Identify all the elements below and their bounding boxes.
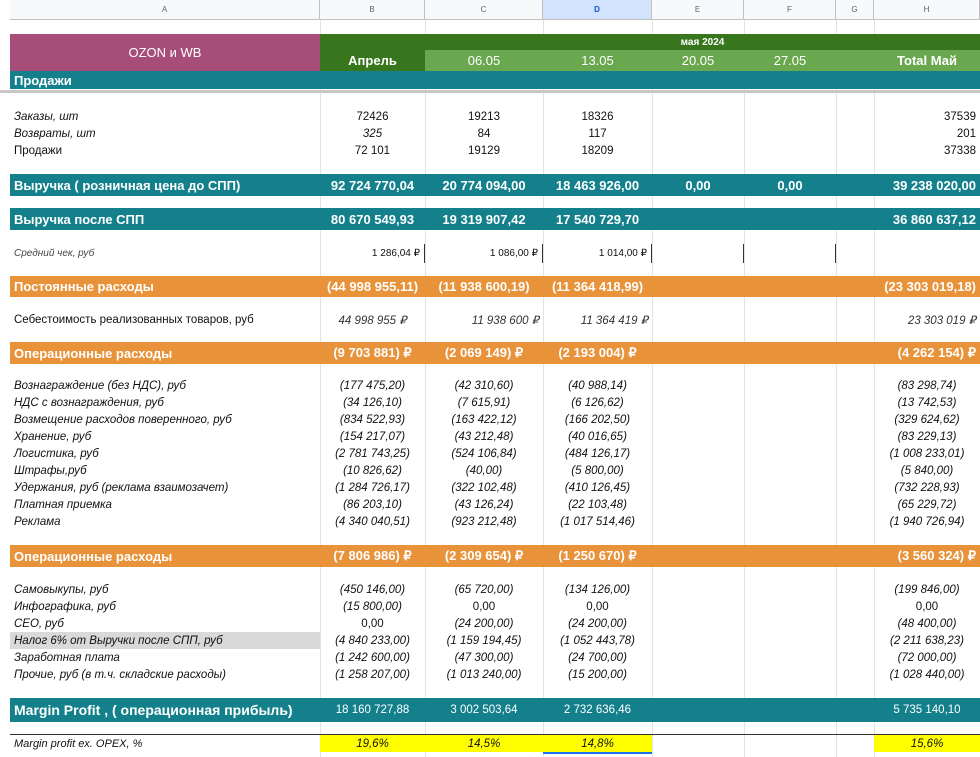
column-header-d[interactable]: D bbox=[543, 0, 652, 20]
header-week-1305[interactable]: 13.05 bbox=[543, 50, 652, 71]
opex2-row-1305[interactable]: (15 200,00) bbox=[568, 668, 627, 681]
opex2-row-april[interactable]: 0,00 bbox=[361, 617, 384, 630]
opex2-row-1305[interactable]: 0,00 bbox=[586, 600, 609, 613]
row-orders-0605[interactable]: 19213 bbox=[468, 110, 500, 123]
fixed-1305[interactable]: (11 364 418,99) bbox=[551, 279, 644, 294]
column-header-g[interactable]: G bbox=[836, 0, 874, 20]
margin-pct-0605[interactable]: 14,5% bbox=[425, 735, 543, 752]
row-sales-1305[interactable]: 18209 bbox=[581, 144, 614, 157]
row-sales-total[interactable]: 37338 bbox=[944, 144, 976, 157]
opex2-row-april[interactable]: (15 800,00) bbox=[343, 600, 402, 613]
header-total[interactable]: Total Май bbox=[874, 50, 980, 71]
opex1-row-april[interactable]: (177 475,20) bbox=[339, 379, 406, 392]
row-sales-april[interactable]: 72 101 bbox=[354, 144, 391, 157]
opex1-row-total[interactable]: (1 008 233,01) bbox=[889, 447, 965, 460]
opex2-row-total[interactable]: (1 028 440,00) bbox=[889, 668, 965, 681]
opex1-label[interactable]: Операционные расходы bbox=[14, 345, 173, 361]
opex1-row-0605[interactable]: (7 615,91) bbox=[457, 396, 511, 409]
opex1-row-0605[interactable]: (40,00) bbox=[465, 464, 503, 477]
opex1-row-label[interactable]: Реклама bbox=[14, 515, 61, 528]
revenue-1305[interactable]: 18 463 926,00 bbox=[555, 177, 640, 193]
opex1-row-april[interactable]: (10 826,62) bbox=[343, 464, 402, 477]
header-may-label[interactable]: мая 2024 bbox=[425, 34, 980, 50]
opex1-row-total[interactable]: (732 228,93) bbox=[894, 481, 960, 494]
fixed-total[interactable]: (23 303 019,18) bbox=[884, 279, 976, 294]
opex1-row-label[interactable]: Удержания, руб (реклама взаимозачет) bbox=[14, 481, 229, 494]
opex2-row-1305[interactable]: (1 052 443,78) bbox=[560, 634, 635, 647]
opex1-row-april[interactable]: (154 217,07) bbox=[339, 430, 406, 443]
header-week-2005[interactable]: 20.05 bbox=[652, 50, 744, 71]
opex1-row-total[interactable]: (65 229,72) bbox=[897, 498, 957, 511]
opex2-row-1305[interactable]: (24 700,00) bbox=[568, 651, 627, 664]
opex1-row-label[interactable]: Вознаграждение (без НДС), руб bbox=[14, 379, 186, 392]
opex1-row-total[interactable]: (13 742,53) bbox=[897, 396, 957, 409]
opex1-row-1305[interactable]: (5 800,00) bbox=[571, 464, 624, 477]
column-header-a[interactable]: A bbox=[10, 0, 320, 20]
row-returns-0605[interactable]: 84 bbox=[477, 127, 491, 140]
revenue-after-april[interactable]: 80 670 549,93 bbox=[330, 211, 415, 227]
row-sales-label[interactable]: Продажи bbox=[14, 144, 63, 157]
opex1-0605[interactable]: (2 069 149) ₽ bbox=[444, 345, 524, 360]
cogs-1305[interactable]: 11 364 419 ₽ bbox=[580, 315, 648, 327]
revenue-label[interactable]: Выручка ( розничная цена до СПП) bbox=[14, 177, 241, 193]
revenue-after-0605[interactable]: 19 319 907,42 bbox=[442, 211, 526, 227]
opex1-row-april[interactable]: (834 522,93) bbox=[339, 413, 406, 426]
opex1-row-april[interactable]: (4 340 040,51) bbox=[335, 515, 410, 528]
revenue-april[interactable]: 92 724 770,04 bbox=[330, 177, 415, 193]
avg-check-2705[interactable] bbox=[744, 244, 836, 263]
margin-pct-1305[interactable]: 14,8% bbox=[543, 735, 652, 752]
opex2-row-1305[interactable]: (24 200,00) bbox=[568, 617, 627, 630]
opex1-row-0605[interactable]: (923 212,48) bbox=[451, 515, 517, 528]
avg-check-label[interactable]: Средний чек, руб bbox=[14, 248, 95, 259]
avg-check-april[interactable]: 1 286,04 ₽ bbox=[320, 244, 425, 263]
opex2-row-label[interactable]: Инфографика, руб bbox=[14, 600, 116, 613]
opex1-row-1305[interactable]: (410 126,45) bbox=[564, 481, 631, 494]
opex1-row-label[interactable]: Платная приемка bbox=[14, 498, 112, 511]
header-april[interactable]: Апрель bbox=[320, 34, 425, 71]
opex1-row-april[interactable]: (86 203,10) bbox=[343, 498, 402, 511]
opex2-row-0605[interactable]: (1 159 194,45) bbox=[446, 634, 522, 647]
opex1-row-total[interactable]: (329 624,62) bbox=[894, 413, 960, 426]
opex2-row-0605[interactable]: (1 013 240,00) bbox=[446, 668, 522, 681]
revenue-0605[interactable]: 20 774 094,00 bbox=[442, 177, 526, 193]
opex1-row-april[interactable]: (34 126,10) bbox=[343, 396, 402, 409]
cogs-label[interactable]: Себестоимость реализованных товаров, руб bbox=[14, 314, 254, 326]
opex2-row-0605[interactable]: (65 720,00) bbox=[454, 583, 514, 596]
gridline bbox=[744, 20, 745, 757]
margin-0605[interactable]: 3 002 503,64 bbox=[450, 704, 518, 716]
opex2-label[interactable]: Операционные расходы bbox=[14, 548, 173, 564]
margin-label[interactable]: Margin Profit , ( операционная прибыль) bbox=[14, 702, 293, 718]
opex1-row-0605[interactable]: (163 422,12) bbox=[451, 413, 517, 426]
opex1-row-0605[interactable]: (43 212,48) bbox=[454, 430, 514, 443]
margin-pct-label[interactable]: Margin profit ex. OPEX, % bbox=[14, 737, 143, 750]
opex1-row-label[interactable]: Логистика, руб bbox=[14, 447, 99, 460]
column-header-c[interactable]: C bbox=[425, 0, 543, 20]
row-returns-april[interactable]: 325 bbox=[362, 127, 383, 140]
header-title[interactable]: OZON и WB bbox=[10, 34, 320, 71]
opex2-row-april[interactable]: (4 840 233,00) bbox=[335, 634, 410, 647]
header-empty bbox=[836, 50, 874, 71]
opex1-1305[interactable]: (2 193 004) ₽ bbox=[558, 345, 637, 360]
margin-april[interactable]: 18 160 727,88 bbox=[335, 704, 410, 716]
row-sales-0605[interactable]: 19129 bbox=[468, 144, 500, 157]
margin-pct-total[interactable]: 15,6% bbox=[874, 735, 980, 752]
opex1-row-1305[interactable]: (22 103,48) bbox=[568, 498, 627, 511]
opex2-total[interactable]: (3 560 324) ₽ bbox=[897, 548, 976, 563]
opex1-row-total[interactable]: (83 298,74) bbox=[897, 379, 957, 392]
opex1-row-0605[interactable]: (322 102,48) bbox=[451, 481, 517, 494]
opex2-row-april[interactable]: (1 258 207,00) bbox=[335, 668, 410, 681]
cogs-april[interactable]: 44 998 955 ₽ bbox=[338, 315, 407, 327]
opex1-total[interactable]: (4 262 154) ₽ bbox=[897, 345, 976, 360]
margin-pct-april[interactable]: 19,6% bbox=[320, 735, 425, 752]
opex2-row-total[interactable]: (48 400,00) bbox=[897, 617, 957, 630]
column-header-e[interactable]: E bbox=[652, 0, 744, 20]
opex1-row-april[interactable]: (2 781 743,25) bbox=[335, 447, 410, 460]
opex1-row-0605[interactable]: (42 310,60) bbox=[454, 379, 514, 392]
margin-total[interactable]: 5 735 140,10 bbox=[893, 704, 961, 716]
avg-check-2005[interactable] bbox=[652, 244, 744, 263]
opex2-row-label[interactable]: Прочие, руб (в т.ч. складские расходы) bbox=[14, 668, 226, 681]
revenue-after-total[interactable]: 36 860 637,12 bbox=[892, 211, 976, 227]
opex2-row-1305[interactable]: (134 126,00) bbox=[564, 583, 631, 596]
opex2-row-label[interactable]: Налог 6% от Выручки после СПП, руб bbox=[10, 632, 320, 649]
opex1-row-total[interactable]: (83 229,13) bbox=[897, 430, 957, 443]
opex2-row-label[interactable]: Заработная плата bbox=[14, 651, 120, 664]
revenue-2005[interactable]: 0,00 bbox=[685, 177, 711, 193]
opex2-row-0605[interactable]: (47 300,00) bbox=[454, 651, 514, 664]
revenue-2705[interactable]: 0,00 bbox=[777, 177, 803, 193]
opex2-row-total[interactable]: (2 211 638,23) bbox=[890, 634, 964, 647]
frozen-divider bbox=[0, 90, 980, 93]
opex2-row-total[interactable]: (72 000,00) bbox=[897, 651, 957, 664]
row-returns-label[interactable]: Возвраты, шт bbox=[14, 127, 96, 140]
opex2-april[interactable]: (7 806 986) ₽ bbox=[333, 548, 412, 563]
fixed-0605[interactable]: (11 938 600,19) bbox=[438, 279, 530, 294]
revenue-after-label[interactable]: Выручка после СПП bbox=[14, 211, 145, 227]
opex1-row-1305[interactable]: (166 202,50) bbox=[564, 413, 631, 426]
opex1-row-1305[interactable]: (40 016,65) bbox=[568, 430, 627, 443]
cogs-total[interactable]: 23 303 019 ₽ bbox=[907, 315, 976, 327]
opex1-row-1305[interactable]: (6 126,62) bbox=[571, 396, 624, 409]
row-returns-total[interactable]: 201 bbox=[956, 127, 976, 140]
opex1-row-total[interactable]: (1 940 726,94) bbox=[889, 515, 965, 528]
opex1-row-label[interactable]: Хранение, руб bbox=[14, 430, 92, 443]
opex1-row-0605[interactable]: (43 126,24) bbox=[454, 498, 514, 511]
opex1-row-label[interactable]: НДС с вознаграждения, руб bbox=[14, 396, 164, 409]
column-header-h[interactable]: H bbox=[874, 0, 980, 20]
avg-check-0605[interactable]: 1 086,00 ₽ bbox=[425, 244, 543, 263]
opex1-row-0605[interactable]: (524 106,84) bbox=[451, 447, 517, 460]
header-week-0605[interactable]: 06.05 bbox=[425, 50, 543, 71]
opex1-row-1305[interactable]: (484 126,17) bbox=[564, 447, 631, 460]
row-returns-1305[interactable]: 117 bbox=[588, 127, 607, 140]
column-header-b[interactable]: B bbox=[320, 0, 425, 20]
opex2-row-total[interactable]: (199 846,00) bbox=[894, 583, 960, 596]
opex2-row-april[interactable]: (450 146,00) bbox=[339, 583, 406, 596]
opex1-row-1305[interactable]: (1 017 514,46) bbox=[560, 515, 635, 528]
opex1-row-label[interactable]: Возмещение расходов поверенного, руб bbox=[14, 413, 232, 426]
fixed-label[interactable]: Постоянные расходы bbox=[14, 279, 154, 294]
opex2-row-label[interactable]: Самовыкупы, руб bbox=[14, 583, 109, 596]
opex1-row-label[interactable]: Штрафы,руб bbox=[14, 464, 87, 477]
opex2-row-0605[interactable]: (24 200,00) bbox=[454, 617, 514, 630]
revenue-total[interactable]: 39 238 020,00 bbox=[892, 177, 976, 193]
row-orders-total[interactable]: 37539 bbox=[944, 110, 976, 123]
opex2-row-april[interactable]: (1 242 600,00) bbox=[335, 651, 410, 664]
selected-cell-indicator bbox=[543, 752, 652, 754]
revenue-after-1305[interactable]: 17 540 729,70 bbox=[555, 211, 640, 227]
gridline bbox=[652, 20, 653, 757]
opex2-0605[interactable]: (2 309 654) ₽ bbox=[444, 548, 524, 563]
header-week-2705[interactable]: 27.05 bbox=[744, 50, 836, 71]
opex1-april[interactable]: (9 703 881) ₽ bbox=[333, 345, 412, 360]
avg-check-1305[interactable]: 1 014,00 ₽ bbox=[543, 244, 652, 263]
row-orders-label[interactable]: Заказы, шт bbox=[14, 110, 79, 123]
row-orders-april[interactable]: 72426 bbox=[356, 110, 389, 123]
opex2-1305[interactable]: (1 250 670) ₽ bbox=[558, 548, 637, 563]
margin-1305[interactable]: 2 732 636,46 bbox=[563, 704, 632, 716]
gridline bbox=[836, 20, 837, 757]
opex1-row-total[interactable]: (5 840,00) bbox=[900, 464, 954, 477]
row-orders-1305[interactable]: 18326 bbox=[581, 110, 614, 123]
column-header-f[interactable]: F bbox=[744, 0, 836, 20]
opex2-row-0605[interactable]: 0,00 bbox=[472, 600, 496, 613]
opex1-row-april[interactable]: (1 284 726,17) bbox=[335, 481, 410, 494]
opex1-row-1305[interactable]: (40 988,14) bbox=[568, 379, 627, 392]
fixed-april[interactable]: (44 998 955,11) bbox=[326, 279, 419, 294]
section-sales[interactable]: Продажи bbox=[14, 72, 72, 88]
opex2-row-label[interactable]: СЕО, руб bbox=[14, 617, 64, 630]
opex2-row-total[interactable]: 0,00 bbox=[915, 600, 939, 613]
cogs-0605[interactable]: 11 938 600 ₽ bbox=[471, 315, 539, 327]
